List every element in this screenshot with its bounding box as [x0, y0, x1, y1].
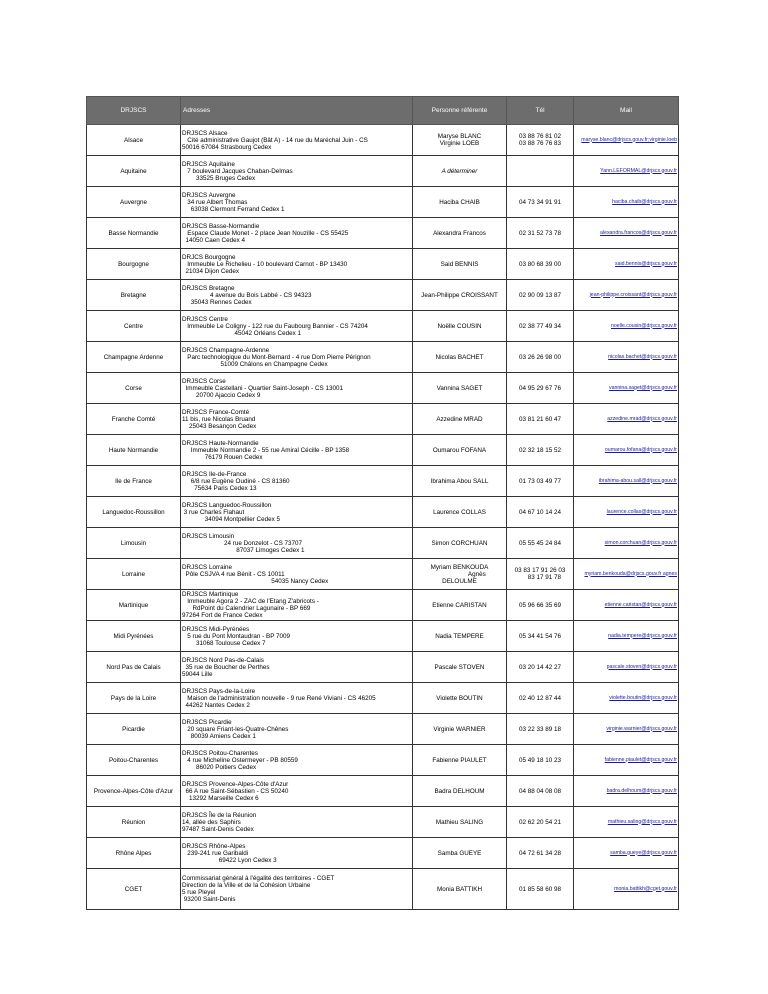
tel-cell: 01 73 03 49 77: [507, 466, 574, 497]
person-cell: A déterminer: [413, 156, 507, 187]
email-link[interactable]: Yann.LEFORMAL@drjscs.gouv.fr: [600, 167, 677, 174]
person-cell: Jean-Philippe CROISSANT: [413, 280, 507, 311]
tel-cell: 02 32 18 15 52: [507, 435, 574, 466]
contacts-table: [86, 96, 679, 910]
tel-cell: 03 20 14 42 27: [507, 652, 574, 683]
address-cell: DRJSCS Picardie 20 square Friant-les-Quatre-Chênes 80039 Amiens Cedex 1: [181, 714, 413, 745]
mail-cell: [574, 218, 679, 249]
tel-cell: 03 81 21 60 47: [507, 404, 574, 435]
person-cell: Violette BOUTIN: [413, 683, 507, 714]
tel-cell: 04 73 34 91 91: [507, 187, 574, 218]
tel-cell: 05 96 66 35 69: [507, 590, 574, 621]
address-cell: DRJSCS Languedoc-Roussillon 3 rue Charles Flahaut 34094 Montpellier Cedex 5: [181, 497, 413, 528]
table-row: [87, 497, 679, 528]
tel-cell: 05 55 45 24 84: [507, 528, 574, 559]
tel-cell: 02 62 20 54 21: [507, 807, 574, 838]
person-cell: Myriam BENKOUDA Agnès DELOULME: [413, 559, 507, 590]
mail-cell: [574, 342, 679, 373]
region-cell: Bourgogne: [87, 249, 181, 280]
region-cell: Pays de la Loire: [87, 683, 181, 714]
mail-cell: [574, 714, 679, 745]
region-cell: Franche Comté: [87, 404, 181, 435]
email-link[interactable]: vannina.saget@drjscs.gouv.fr: [608, 384, 677, 391]
mail-cell: [574, 466, 679, 497]
mail-cell: [574, 621, 679, 652]
region-cell: Languedoc-Roussillon: [87, 497, 181, 528]
person-cell: Mathieu SALING: [413, 807, 507, 838]
table-row: [87, 776, 679, 807]
region-cell: Provence-Alpes-Côte d'Azur: [87, 776, 181, 807]
table-row: [87, 559, 679, 590]
email-link[interactable]: nicolas.bachet@drjscs.gouv.fr: [608, 353, 677, 360]
address-cell: DRJSCS Pays-de-la-Loire Maison de l'administration nouvelle - 9 rue René Viviani - CS 46205 44262 Nantes Cedex 2: [181, 683, 413, 714]
mail-cell: [574, 559, 679, 590]
region-cell: Basse Normandie: [87, 218, 181, 249]
address-cell: DRJSCS Bretagne 4 avenue du Bois Labbé - CS 94323 35043 Rennes Cedex: [181, 280, 413, 311]
tel-cell: 03 80 68 39 00: [507, 249, 574, 280]
person-cell: Etienne CARISTAN: [413, 590, 507, 621]
email-link[interactable]: etienne.caristan@drjscs.gouv.fr: [604, 601, 677, 608]
email-link[interactable]: nadia.tempere@drjscs.gouv.fr: [608, 632, 677, 639]
mail-cell: [574, 497, 679, 528]
header-region: DRJSCS: [87, 97, 181, 125]
address-cell: DRJSCS Alsace Cité administrative Gaujot (Bât A) - 14 rue du Maréchal Juin - CS 50016 67084 Strasbourg Cedex: [181, 125, 413, 156]
email-link[interactable]: mathieu.saling@drjscs.gouv.fr: [607, 818, 677, 825]
table-row: [87, 218, 679, 249]
address-cell: DRJSCS Midi-Pyrénées 5 rue du Pont Montaudran - BP 7009 31068 Toulouse Cedex 7: [181, 621, 413, 652]
region-cell: Rhône Alpes: [87, 838, 181, 869]
person-cell: Virginie WARNIER: [413, 714, 507, 745]
table-row: [87, 187, 679, 218]
email-link[interactable]: noelle.cousin@drjscs.gouv.fr: [610, 322, 677, 329]
address-cell: DRJSCS Basse-Normandie Espace Claude Monet - 2 place Jean Nouzille - CS 55425 14050 Caen Cedex 4: [181, 218, 413, 249]
table-row: [87, 528, 679, 559]
table-row: [87, 466, 679, 497]
person-cell: Ibrahima Abou SALL: [413, 466, 507, 497]
address-cell: DRJSCS Île de la Réunion 14, allée des Saphirs 97487 Saint-Denis Cedex: [181, 807, 413, 838]
email-link[interactable]: samba.gueye@drjscs.gouv.fr: [610, 849, 677, 856]
tel-cell: 05 49 18 10 23: [507, 745, 574, 776]
person-cell: Fabienne PIAULET: [413, 745, 507, 776]
region-cell: Aquitaine: [87, 156, 181, 187]
person-cell: Vannina SAGET: [413, 373, 507, 404]
address-cell: DRJSCS Provence-Alpes-Côte d'Azur 66 A rue Saint-Sébastien - CS 50240 13292 Marseille Cedex 6: [181, 776, 413, 807]
table-row: [87, 404, 679, 435]
region-cell: Bretagne: [87, 280, 181, 311]
region-cell: Corse: [87, 373, 181, 404]
tel-cell: 02 90 09 13 87: [507, 280, 574, 311]
person-cell: Oumarou FOFANA: [413, 435, 507, 466]
mail-cell: [574, 590, 679, 621]
mail-cell: [574, 776, 679, 807]
mail-cell: [574, 280, 679, 311]
email-link[interactable]: badra.delhoum@drjscs.gouv.fr: [606, 787, 677, 794]
address-cell: Commissariat général à l'égalité des territoires - CGET Direction de la Ville et de la Cohésion Urbaine 5 rue Pleyel 93200 Saint-Denis: [181, 869, 413, 910]
person-cell: Simon CORCHUAN: [413, 528, 507, 559]
address-cell: DRJSCS Nord Pas-de-Calais 35 rue de Boucher de Perthes 59044 Lille: [181, 652, 413, 683]
person-cell: Maryse BLANC Virginie LOEB: [413, 125, 507, 156]
tel-cell: 03 22 33 89 18: [507, 714, 574, 745]
region-cell: Réunion: [87, 807, 181, 838]
person-cell: Samba GUEYE: [413, 838, 507, 869]
region-cell: Champagne Ardenne: [87, 342, 181, 373]
table-row: [87, 683, 679, 714]
person-cell: Haciba CHAIB: [413, 187, 507, 218]
region-cell: Picardie: [87, 714, 181, 745]
tel-cell: 03 83 17 91 26 03 83 17 91 78: [507, 559, 574, 590]
email-link[interactable]: myriam.benkouda@drjscs.gouv.fr agnes: [584, 570, 677, 577]
table-row: [87, 869, 679, 910]
header-tel: Tél: [507, 97, 574, 125]
header-person: Personne référente: [413, 97, 507, 125]
person-cell: Azzedine MRAD: [413, 404, 507, 435]
region-cell: Poitou-Charentes: [87, 745, 181, 776]
email-link[interactable]: oumarou.fofana@drjscs.gouv.fr: [604, 446, 677, 453]
person-cell: Monia BATTIKH: [413, 869, 507, 910]
address-cell: DRJSCS Corse Immeuble Castellani - Quartier Saint-Joseph - CS 13001 20700 Ajaccio Cedex 9: [181, 373, 413, 404]
address-cell: DRJSCS Ile-de-France 6/8 rue Eugène Oudiné - CS 81360 75634 Paris Cedex 13: [181, 466, 413, 497]
tel-cell: 05 34 41 54 76: [507, 621, 574, 652]
table-row: [87, 745, 679, 776]
mail-cell: [574, 404, 679, 435]
address-cell: DRJSCS Limousin 24 rue Donzelot - CS 73707 87037 Limoges Cedex 1: [181, 528, 413, 559]
tel-cell: 04 88 04 08 08: [507, 776, 574, 807]
mail-cell: [574, 745, 679, 776]
email-link[interactable]: simon.corchuan@drjscs.gouv.fr: [604, 539, 677, 546]
person-cell: Badra DELHOUM: [413, 776, 507, 807]
email-link[interactable]: jean-philippe.croissant@drjscs.gouv.fr: [589, 291, 677, 298]
table-row: [87, 838, 679, 869]
table-row: [87, 807, 679, 838]
table-row: [87, 621, 679, 652]
address-cell: DRJSCS Auvergne 34 rue Albert Thomas 63038 Clermont Ferrand Cedex 1: [181, 187, 413, 218]
mail-cell: [574, 187, 679, 218]
tel-cell: 03 26 26 98 00: [507, 342, 574, 373]
email-link[interactable]: laurence.collas@drjscs.gouv.fr: [606, 508, 677, 515]
table-header-row: [87, 97, 679, 125]
address-cell: DRJCS Bourgogne Immeuble Le Richelieu - 10 boulevard Carnot - BP 13430 21034 Dijon Cedex: [181, 249, 413, 280]
table-row: [87, 590, 679, 621]
table-row: [87, 125, 679, 156]
person-cell: Nicolas BACHET: [413, 342, 507, 373]
mail-cell: [574, 435, 679, 466]
mail-cell: [574, 869, 679, 910]
email-link[interactable]: azzedine.mrad@drjscs.gouv.fr: [607, 415, 677, 422]
address-cell: DRJSCS Centre Immeuble Le Coligny - 122 rue du Faubourg Bannier - CS 74204 45042 Orléans Cedex 1: [181, 311, 413, 342]
region-cell: Auvergne: [87, 187, 181, 218]
table-row: [87, 156, 679, 187]
region-cell: Nord Pas de Calais: [87, 652, 181, 683]
mail-cell: [574, 683, 679, 714]
header-mail: Mail: [574, 97, 679, 125]
region-cell: Ile de France: [87, 466, 181, 497]
table-row: [87, 373, 679, 404]
tel-cell: 02 40 12 87 44: [507, 683, 574, 714]
mail-cell: [574, 528, 679, 559]
region-cell: CGET: [87, 869, 181, 910]
tel-cell: 04 95 29 67 76: [507, 373, 574, 404]
address-cell: DRJSCS Martinique Immeuble Agora 2 - ZAC de l'Etang Z'abricots - RdPoint du Calendrier Lagunaire - BP 669 97264 Fort de France Cedex: [181, 590, 413, 621]
address-cell: DRJSCS Poitou-Charentes 4 rue Micheline Ostermeyer - PB 80559 86020 Poitiers Cedex: [181, 745, 413, 776]
tel-cell: 02 31 52 73 78: [507, 218, 574, 249]
region-cell: Haute Normandie: [87, 435, 181, 466]
table-row: [87, 714, 679, 745]
tel-cell: [507, 156, 574, 187]
email-link[interactable]: fabienne.piaulet@drjscs.gouv.fr: [604, 756, 677, 763]
person-cell: Said BENNIS: [413, 249, 507, 280]
mail-cell: [574, 249, 679, 280]
email-link[interactable]: ibrahima-abou.sall@drjscs.gouv.fr: [598, 477, 677, 484]
email-link[interactable]: said.bennis@drjscs.gouv.fr: [615, 260, 677, 267]
table-row: [87, 652, 679, 683]
mail-cell: [574, 373, 679, 404]
region-cell: Lorraine: [87, 559, 181, 590]
table-row: [87, 435, 679, 466]
region-cell: Midi Pyrénées: [87, 621, 181, 652]
person-cell: Nadia TEMPERE: [413, 621, 507, 652]
mail-cell: [574, 652, 679, 683]
person-cell: Noëlle COUSIN: [413, 311, 507, 342]
email-link[interactable]: alexandra.francos@drjscs.gouv.fr: [600, 229, 677, 236]
region-cell: Centre: [87, 311, 181, 342]
email-link[interactable]: haciba.chaib@drjscs.gouv.fr: [612, 198, 677, 205]
address-cell: DRJSCS Aquitaine 7 boulevard Jacques Chaban-Delmas 33525 Bruges Cedex: [181, 156, 413, 187]
person-cell: Alexandra Francos: [413, 218, 507, 249]
tel-cell: 02 38 77 49 34: [507, 311, 574, 342]
region-cell: Martinique: [87, 590, 181, 621]
table-row: [87, 342, 679, 373]
address-cell: DRJSCS Rhône-Alpes 239-241 rue Garibaldi 69422 Lyon Cedex 3: [181, 838, 413, 869]
mail-cell: [574, 838, 679, 869]
address-cell: DRJSCS France-Comté 11 bis, rue Nicolas Bruand 25043 Besançon Cedex: [181, 404, 413, 435]
person-cell: Pascale STOVEN: [413, 652, 507, 683]
tel-cell: 04 67 10 14 24: [507, 497, 574, 528]
tel-cell: 03 88 76 81 02 03 88 76 76 83: [507, 125, 574, 156]
mail-cell: [574, 807, 679, 838]
tel-cell: 04 72 61 34 28: [507, 838, 574, 869]
address-cell: DRJSCS Champagne-Ardenne Parc technologique du Mont-Bernard - 4 rue Dom Pierre Pérignon 51009 Châlons en Champagne Cedex: [181, 342, 413, 373]
header-address: Adresses: [181, 97, 413, 125]
mail-cell: [574, 125, 679, 156]
email-link[interactable]: virginie.warnier@drjscs.gouv.fr: [606, 725, 677, 732]
address-cell: DRJSCS Lorraine Pôle CSJVA 4 rue Bénit - CS 10011 54035 Nancy Cedex: [181, 559, 413, 590]
email-link[interactable]: monia.battikh@cget.gouv.fr: [614, 885, 677, 892]
mail-cell: [574, 311, 679, 342]
email-link[interactable]: pascale.stoven@drjscs.gouv.fr: [606, 663, 677, 670]
region-cell: Limousin: [87, 528, 181, 559]
table-row: [87, 280, 679, 311]
mail-cell: [574, 156, 679, 187]
email-link[interactable]: violette.boutin@drjscs.gouv.fr: [609, 694, 677, 701]
tel-cell: 01 85 58 60 98: [507, 869, 574, 910]
region-cell: Alsace: [87, 125, 181, 156]
email-link[interactable]: maryse.blanc@drjscs.gouv.fr;virginie.loeb: [581, 136, 677, 143]
table-row: [87, 311, 679, 342]
table-row: [87, 249, 679, 280]
person-cell: Laurence COLLAS: [413, 497, 507, 528]
table-body: [87, 125, 679, 910]
address-cell: DRJSCS Haute-Normandie Immeuble Normandie 2 - 55 rue Amiral Cécille - BP 1358 76179 Rouen Cedex: [181, 435, 413, 466]
